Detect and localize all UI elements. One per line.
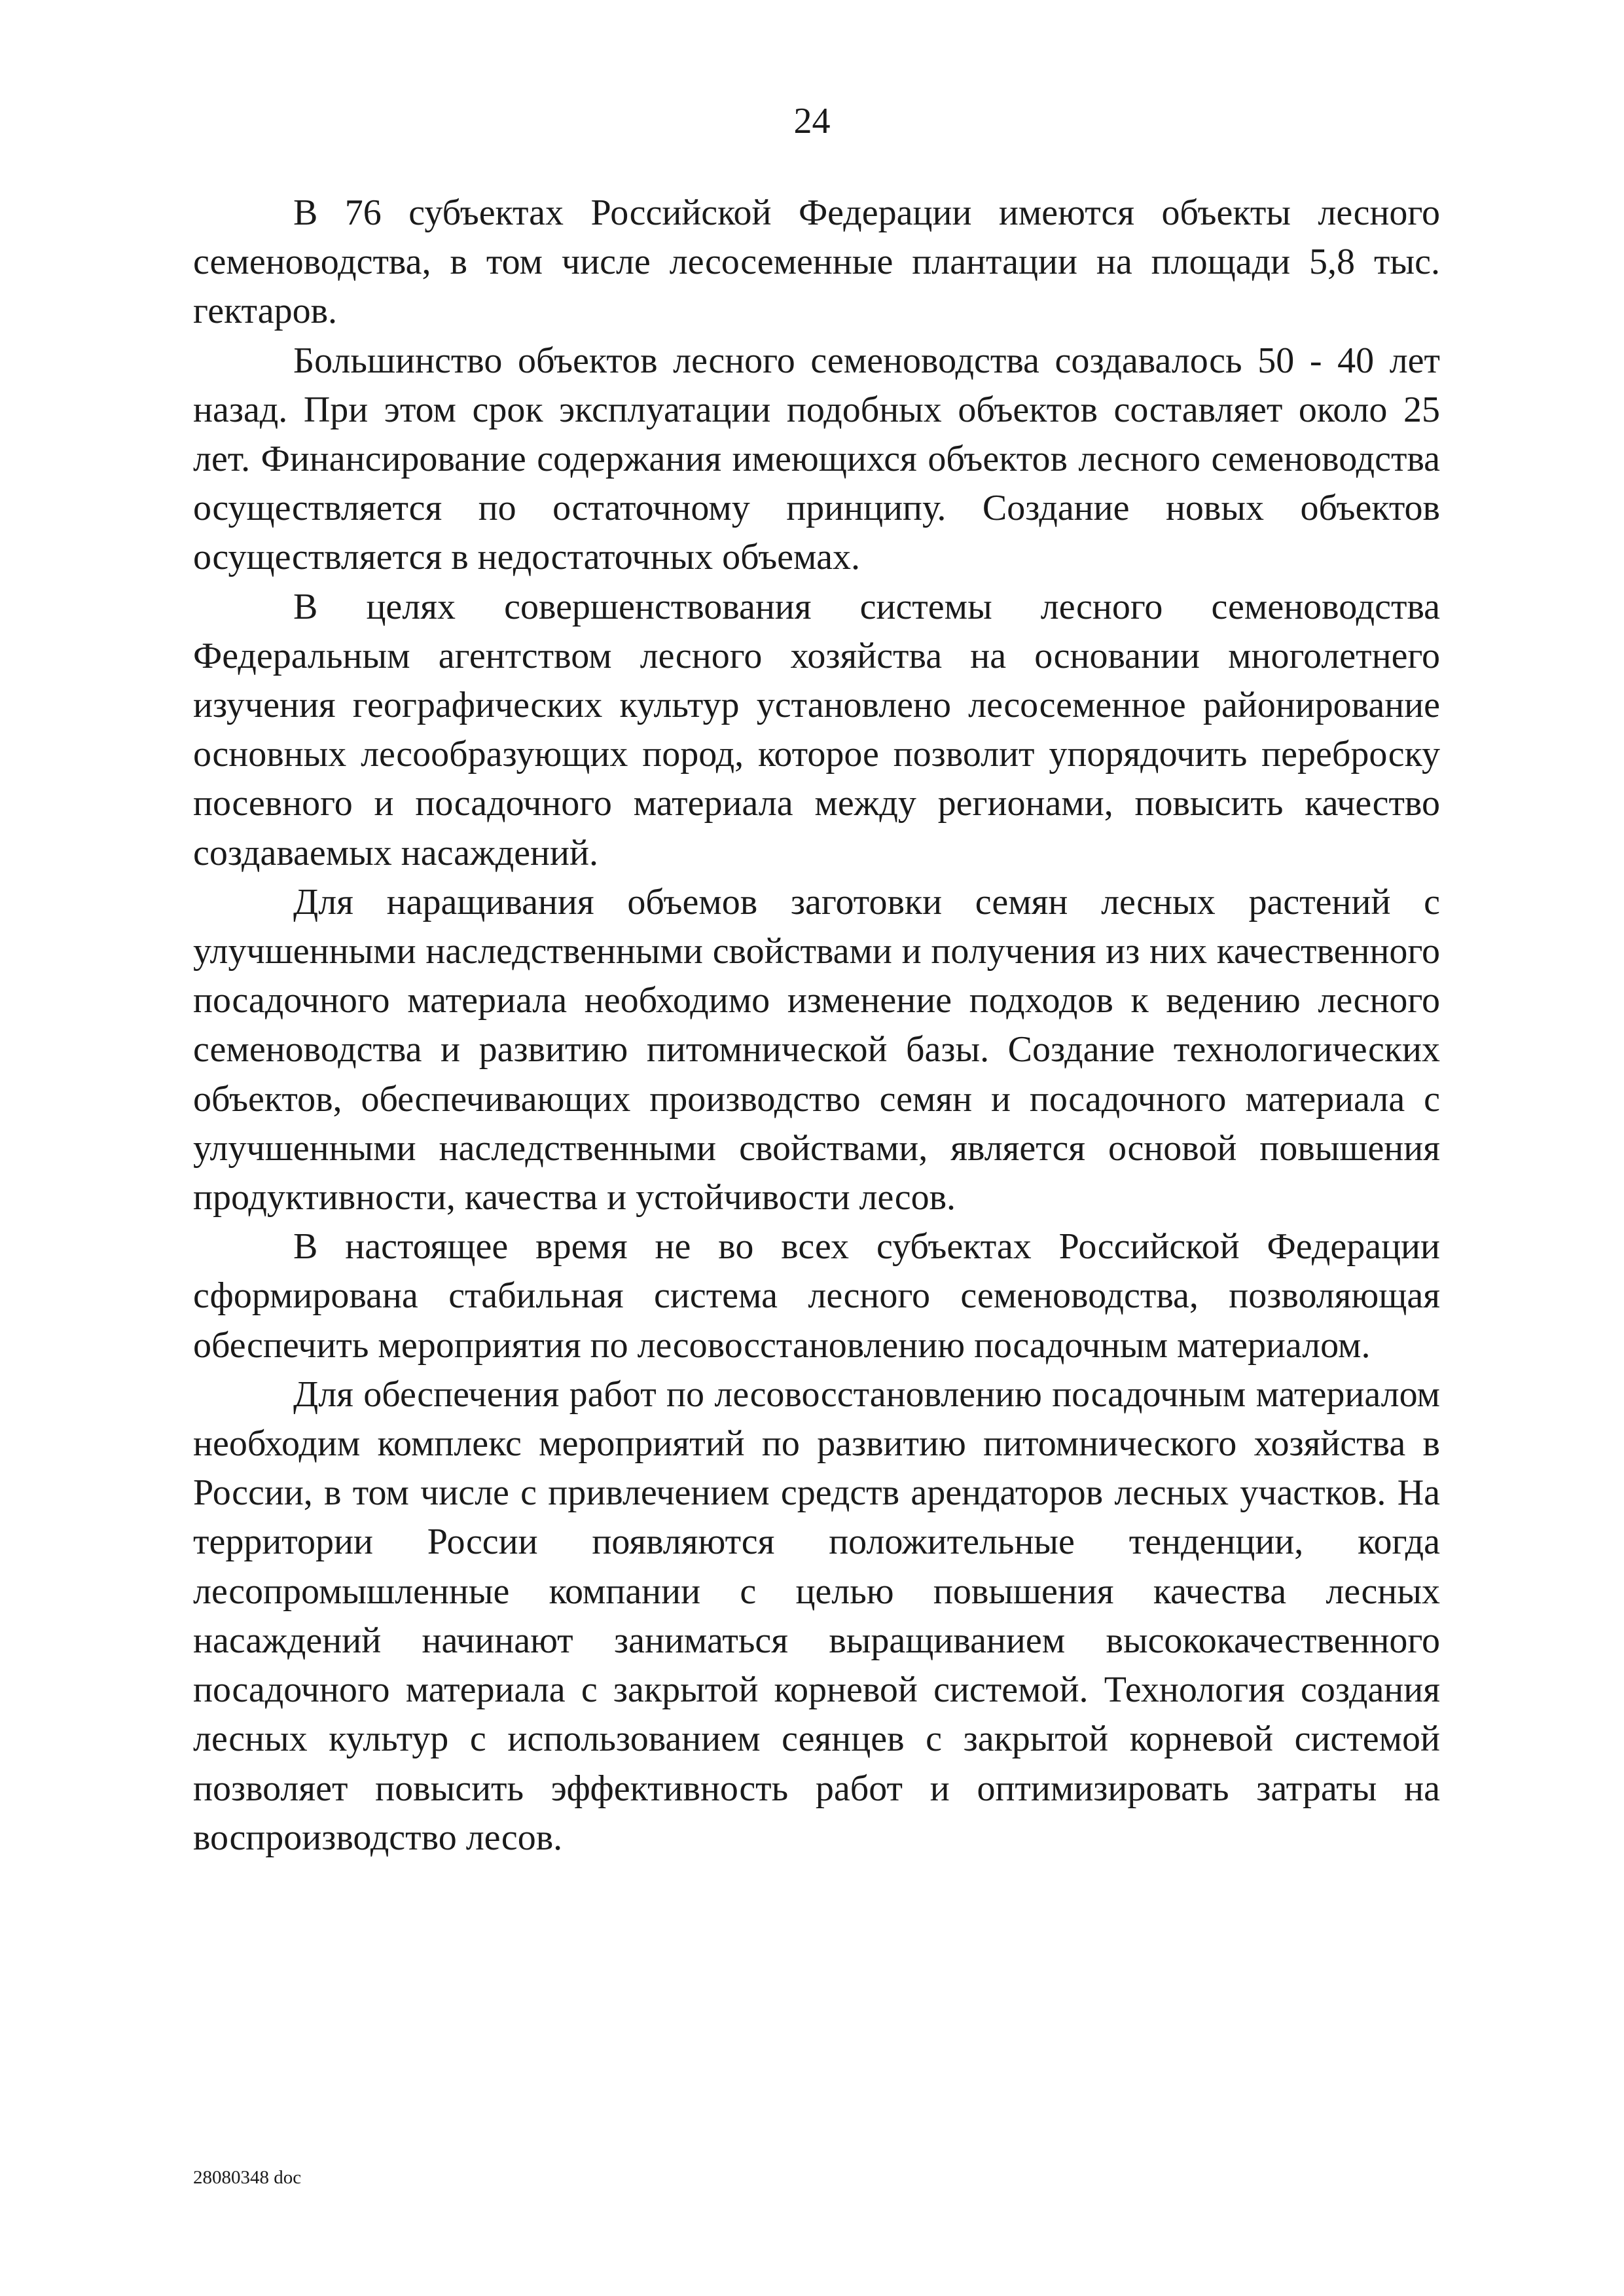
paragraph: В 76 субъектах Российской Федерации имеются объекты лесного семеноводства, в том числе лесосеменные плантации на площади 5,8 тыс. гектаров. [193, 192, 1440, 332]
paragraph: Для наращивания объемов заготовки семян лесных растений с улучшенными наследственными свойствами и получения из них качественного посадочного материала необходимо изменение подходов к ведению лесного семеноводства и развитию питомнической базы. Создание технологических объектов, обеспечивающих производство семян и посадочного материала с улучшенными наследственными свойствами, является основой повышения продуктивности, качества и устойчивости лесов. [193, 881, 1440, 1218]
paragraph: Большинство объектов лесного семеноводства создавалось 50 - 40 лет назад. При этом срок эксплуатации подобных объектов составляет около 25 лет. Финансирование содержания имеющихся объектов лесного семеноводства осуществляется по остаточному принципу. Создание новых объектов осуществляется в недостаточных объемах. [193, 340, 1440, 578]
paragraph: Для обеспечения работ по лесовосстановлению посадочным материалом необходим комплекс мероприятий по развитию питомнического хозяйства в России, в том числе с привлечением средств арендаторов лесных участков. На территории России появляются положительные тенденции, когда лесопромышленные компании с целью повышения качества лесных насаждений начинают заниматься выращиванием высококачественного посадочного материала с закрытой корневой системой. Технология создания лесных культур с использованием сеянцев с закрытой корневой системой позволяет повысить эффективность работ и оптимизировать затраты на воспроизводство лесов. [193, 1374, 1440, 1858]
page-number: 24 [793, 101, 831, 141]
document-file-id: 28080348 doc [193, 2167, 302, 2188]
body-text [193, 189, 1440, 1863]
paragraph: В целях совершенствования системы лесного семеноводства Федеральным агентством лесного хозяйства на основании многолетнего изучения географических культур установлено лесосеменное районирование основных лесообразующих пород, которое позволит упорядочить переброску посевного и посадочного материала между регионами, повысить качество создаваемых насаждений. [193, 586, 1440, 873]
paragraph: В настоящее время не во всех субъектах Российской Федерации сформирована стабильная система лесного семеноводства, позволяющая обеспечить мероприятия по лесовосстановлению посадочным материалом. [193, 1226, 1440, 1366]
